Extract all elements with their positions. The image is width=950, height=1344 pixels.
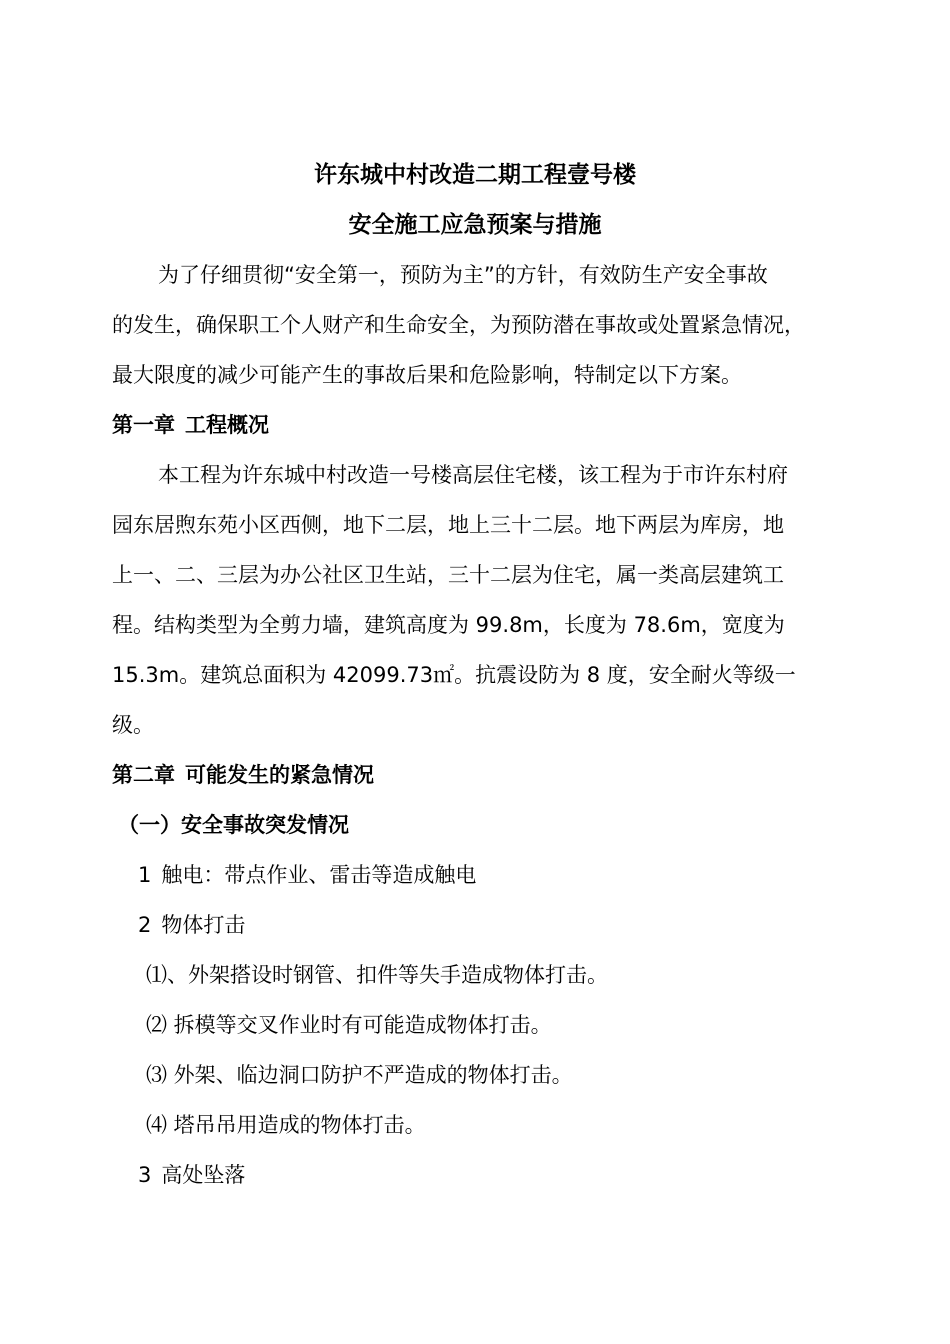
chapter-2-title: 可能发生的紧急情况: [185, 763, 374, 787]
list-item: [138, 860, 878, 890]
chapter-1-number: 第一章: [112, 413, 175, 437]
sub-list-item: ⑴、外架搭设时钢管、扣件等失手造成物体打击。: [146, 963, 608, 987]
chapter-1-heading: [112, 410, 852, 440]
list-item-text: 高处坠落: [161, 1163, 246, 1187]
document-title-line-2: 安全施工应急预案与措施: [348, 212, 602, 238]
overview-paragraph-line: 级。: [112, 713, 154, 737]
list-item: [138, 910, 878, 940]
list-item-number: 3: [138, 1163, 152, 1187]
section-1-heading: （一）安全事故突发情况: [118, 813, 349, 837]
sub-list-item: ⑵ 拆模等交叉作业时有可能造成物体打击。: [146, 1013, 552, 1037]
intro-paragraph-line: 为了仔细贯彻“安全第一，预防为主”的方针，有效防生产安全事故: [158, 263, 768, 287]
list-item-number: 1: [138, 863, 152, 887]
chapter-2-number: 第二章: [112, 763, 175, 787]
sub-list-item: ⑷ 塔吊吊用造成的物体打击。: [146, 1113, 426, 1137]
chapter-2-heading: [112, 760, 852, 790]
overview-paragraph-line: 程。结构类型为全剪力墙，建筑高度为 99.8m，长度为 78.6m，宽度为: [112, 613, 785, 637]
intro-paragraph-line: 最大限度的减少可能产生的事故后果和危险影响，特制定以下方案。: [112, 363, 742, 387]
intro-paragraph-line: 的发生，确保职工个人财产和生命安全，为预防潜在事故或处置紧急情况，: [112, 313, 805, 337]
list-item: [138, 1160, 878, 1190]
overview-paragraph-line: 15.3m。建筑总面积为 42099.73㎡。抗震设防为 8 度，安全耐火等级一: [112, 663, 796, 687]
sub-list-item: ⑶ 外架、临边洞口防护不严造成的物体打击。: [146, 1063, 573, 1087]
document-title-line-1: 许东城中村改造二期工程壹号楼: [314, 162, 636, 188]
list-item-text: 触电：带点作业、雷击等造成触电: [161, 863, 477, 887]
overview-paragraph-line: 园东居煦东苑小区西侧，地下二层，地上三十二层。地下两层为库房，地: [112, 513, 784, 537]
overview-paragraph-line: 本工程为许东城中村改造一号楼高层住宅楼，该工程为于市许东村府: [158, 463, 788, 487]
chapter-1-title: 工程概况: [185, 413, 269, 437]
overview-paragraph-line: 上一、二、三层为办公社区卫生站，三十二层为住宅，属一类高层建筑工: [112, 563, 784, 587]
list-item-number: 2: [138, 913, 152, 937]
list-item-text: 物体打击: [161, 913, 246, 937]
